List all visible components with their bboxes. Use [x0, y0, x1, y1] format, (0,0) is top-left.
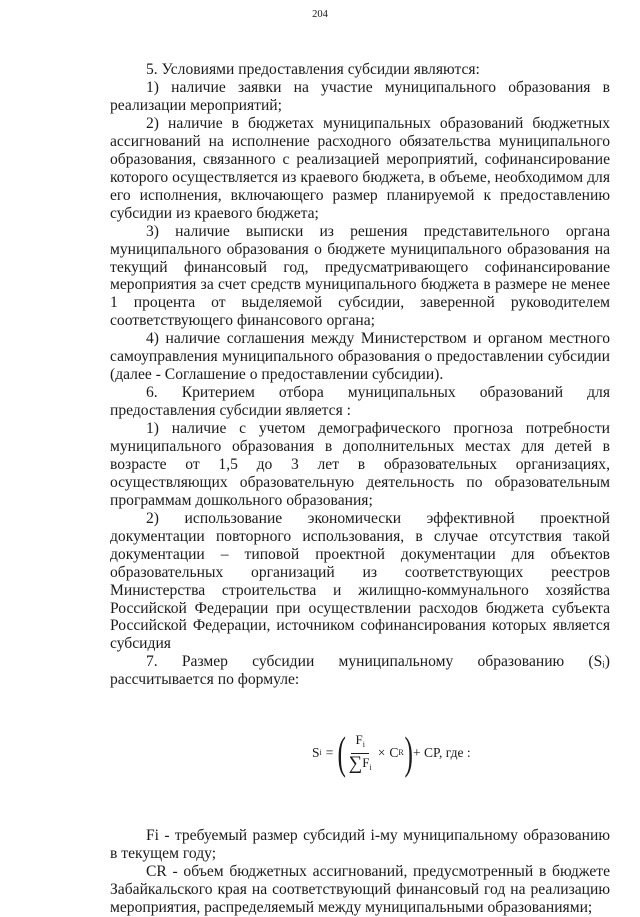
paragraph: 5. Условиями предоставления субсидии являются:	[146, 61, 480, 78]
left-paren: (	[337, 727, 347, 779]
definition-cr: CR - объем бюджетных ассигнований, предусмотренный в бюджете Забайкальского края на соответствующий финансовый год на реализацию мероприятия, распределяемый между муниципальными образованиями;	[110, 863, 610, 917]
paragraph: 2) использование экономически эффективной проектной документации повторного использования, в случае отсутствия такой документации – типовой проектной документации для объектов образовательных организаций из соответствующих реестров Министерства строительства и жилищно-коммунального хозяйства Российской Федерации при осуществлении расходов бюджета субъекта Российской Федерации, источником софинансирования которых является субсидия	[110, 509, 610, 653]
formula-times: ×	[377, 745, 386, 761]
paragraph: 4) наличие соглашения между Министерством и органом местного самоуправления муниципального образования о предоставлении субсидии (далее - Соглашение о предоставлении субсидии).	[110, 330, 610, 384]
paragraph: 7. Размер субсидии муниципальному образованию (Sᵢ) рассчитывается по формуле:	[110, 653, 610, 689]
formula-lhs: S	[312, 745, 320, 761]
paragraph: 1) наличие заявки на участие муниципального образования в реализации мероприятий;	[110, 79, 610, 114]
right-paren: )	[404, 727, 413, 779]
page-number: 204	[312, 9, 328, 20]
fraction-denominator: $\sum F_i$	[348, 752, 372, 774]
paragraph: 1) наличие с учетом демографического прогноза потребности муниципального образования в дополнительных местах для детей в возрасте от 1,5 до 3 лет в образовательных организациях, осуществляющих образовательную деятельность по образовательным программам дошкольного образования;	[110, 420, 610, 509]
paragraph: 6. Критерием отбора муниципальных образований для предоставления субсидии является :	[110, 384, 610, 420]
formula-fraction	[349, 732, 372, 775]
formula-lhs-sub: i	[319, 748, 322, 758]
subsidy-formula	[110, 723, 610, 783]
definition-fi: Fi - требуемый размер субсидий i-му муниципальному образованию в текущем году;	[110, 827, 610, 863]
paragraph: 3) наличие выписки из решения представительного органа муниципального образования о бюджете муниципального образования на текущий финансовый год, предусматривающего софинансирование мероприятия за счет средств муниципального бюджета в размере не менее 1 процента от выделяемой субсидии, заверенной руководителем соответствующего финансового органа;	[110, 222, 610, 330]
fraction-numerator: $F_i$	[351, 732, 368, 754]
paragraph: 2) наличие в бюджетах муниципальных образований бюджетных ассигнований на исполнение расходного обязательства муниципального образования, связанного с реализацией мероприятий, софинансирование которого осуществляется из краевого бюджета, в объеме, необходимом для его исполнения, включающего размер планируемой к предоставлению субсидии из краевого бюджета;	[110, 115, 610, 222]
formula-tail: + CP, где :	[413, 745, 471, 761]
formula-c: C	[389, 745, 399, 761]
document-body	[110, 61, 610, 917]
formula-equals: =	[325, 745, 334, 761]
formula-c-sub: R	[398, 748, 404, 758]
